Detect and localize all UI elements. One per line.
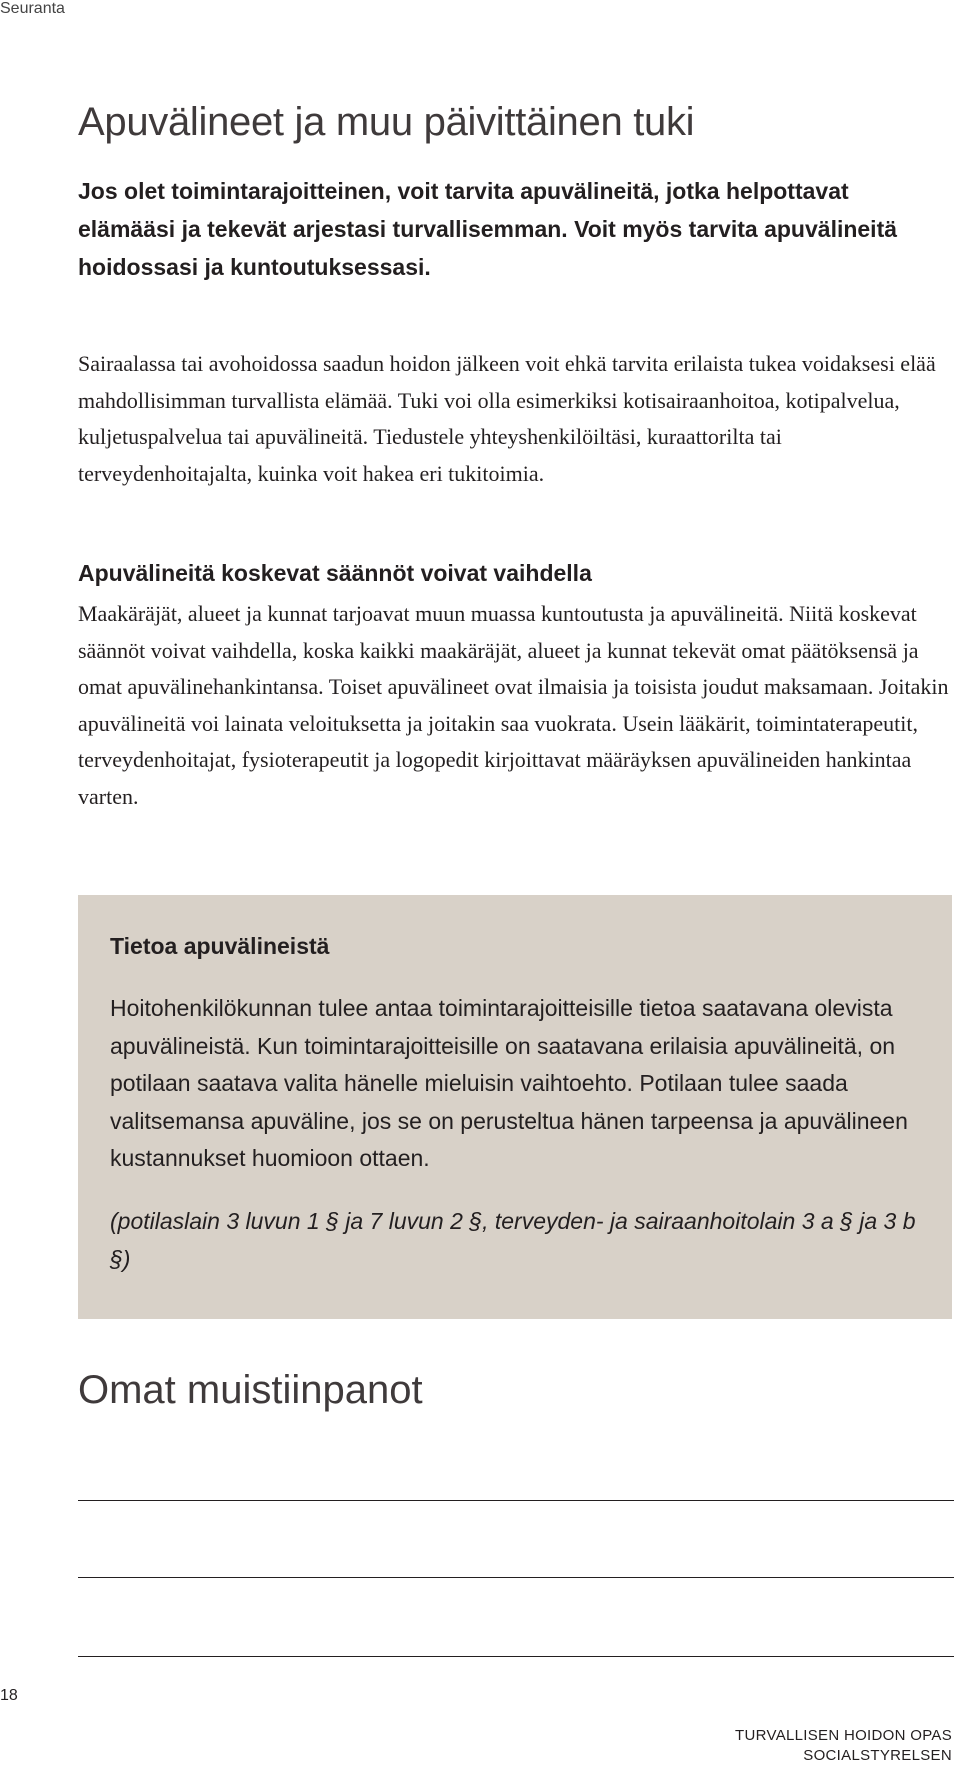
- subheading-rules: Apuvälineitä koskevat säännöt voivat vaihdella: [78, 560, 592, 586]
- info-box-text: Hoitohenkilökunnan tulee antaa toimintarajoitteisille tietoa saatavana olevista apuvälineistä. Kun toimintarajoitteisille on saatavana erilaisia apuvälineitä, on potilaan saatava valita hänelle mieluisin vaihtoehto. Potilaan tulee saada valitsemansa apuväline, jos se on perusteltua hänen tarpeensa ja apuvälineen kustannukset huomioon ottaen.: [110, 995, 908, 1171]
- section-label: Seuranta: [0, 0, 65, 17]
- body-paragraph-rules: Maakäräjät, alueet ja kunnat tarjoavat muun muassa kuntoutusta ja apuvälineitä. Niitä koskevat säännöt voivat vaihdella, koska kaikki maakäräjät, alueet ja kunnat tekevät omat päätöksensä ja omat apuvälinehankintansa. Toiset apuvälineet ovat ilmaisia ja toisista joudut maksamaan. Joitakin apuvälineitä voi lainata veloituksetta ja joitakin saa vuokrata. Usein lääkärit, toimintaterapeutit, terveydenhoitajat, fysioterapeutit ja logopedit kirjoittavat määräyksen apuvälineiden hankintaa varten.: [78, 601, 949, 809]
- info-box-reference: (potilaslain 3 luvun 1 § ja 7 luvun 2 §, terveyden- ja sairaanhoitolain 3 a § ja 3 b §): [110, 1207, 916, 1272]
- body-paragraph-support: Sairaalassa tai avohoidossa saadun hoidon jälkeen voit ehkä tarvita erilaista tukea voidaksesi elää mahdollisimman turvallista elämää. Tuki voi olla esimerkiksi kotisairaanhoitoa, kotipalvelua, kuljetuspalvelua tai apuvälineitä. Tiedustele yhteyshenkilöiltäsi, kuraattorilta tai terveydenhoitajalta, kuinka voit hakea eri tukitoimia.: [78, 351, 936, 486]
- notes-title: Omat muistiinpanot: [78, 1368, 423, 1412]
- note-line: [78, 1656, 954, 1657]
- publisher-name: SOCIALSTYRELSEN: [803, 1747, 952, 1764]
- info-box-title: Tietoa apuvälineistä: [110, 933, 330, 959]
- info-box: [78, 895, 952, 1319]
- note-line: [78, 1577, 954, 1578]
- page-number: 18: [0, 1687, 18, 1704]
- publication-title: TURVALLISEN HOIDON OPAS: [735, 1727, 952, 1744]
- note-line: [78, 1500, 954, 1501]
- lead-paragraph: Jos olet toimintarajoitteinen, voit tarvita apuvälineitä, jotka helpottavat elämääsi ja tekevät arjestasi turvallisemman. Voit myös tarvita apuvälineitä hoidossasi ja kuntoutuksessasi.: [78, 178, 898, 280]
- footer: [735, 1726, 952, 1766]
- page-title: Apuvälineet ja muu päivittäinen tuki: [78, 100, 695, 144]
